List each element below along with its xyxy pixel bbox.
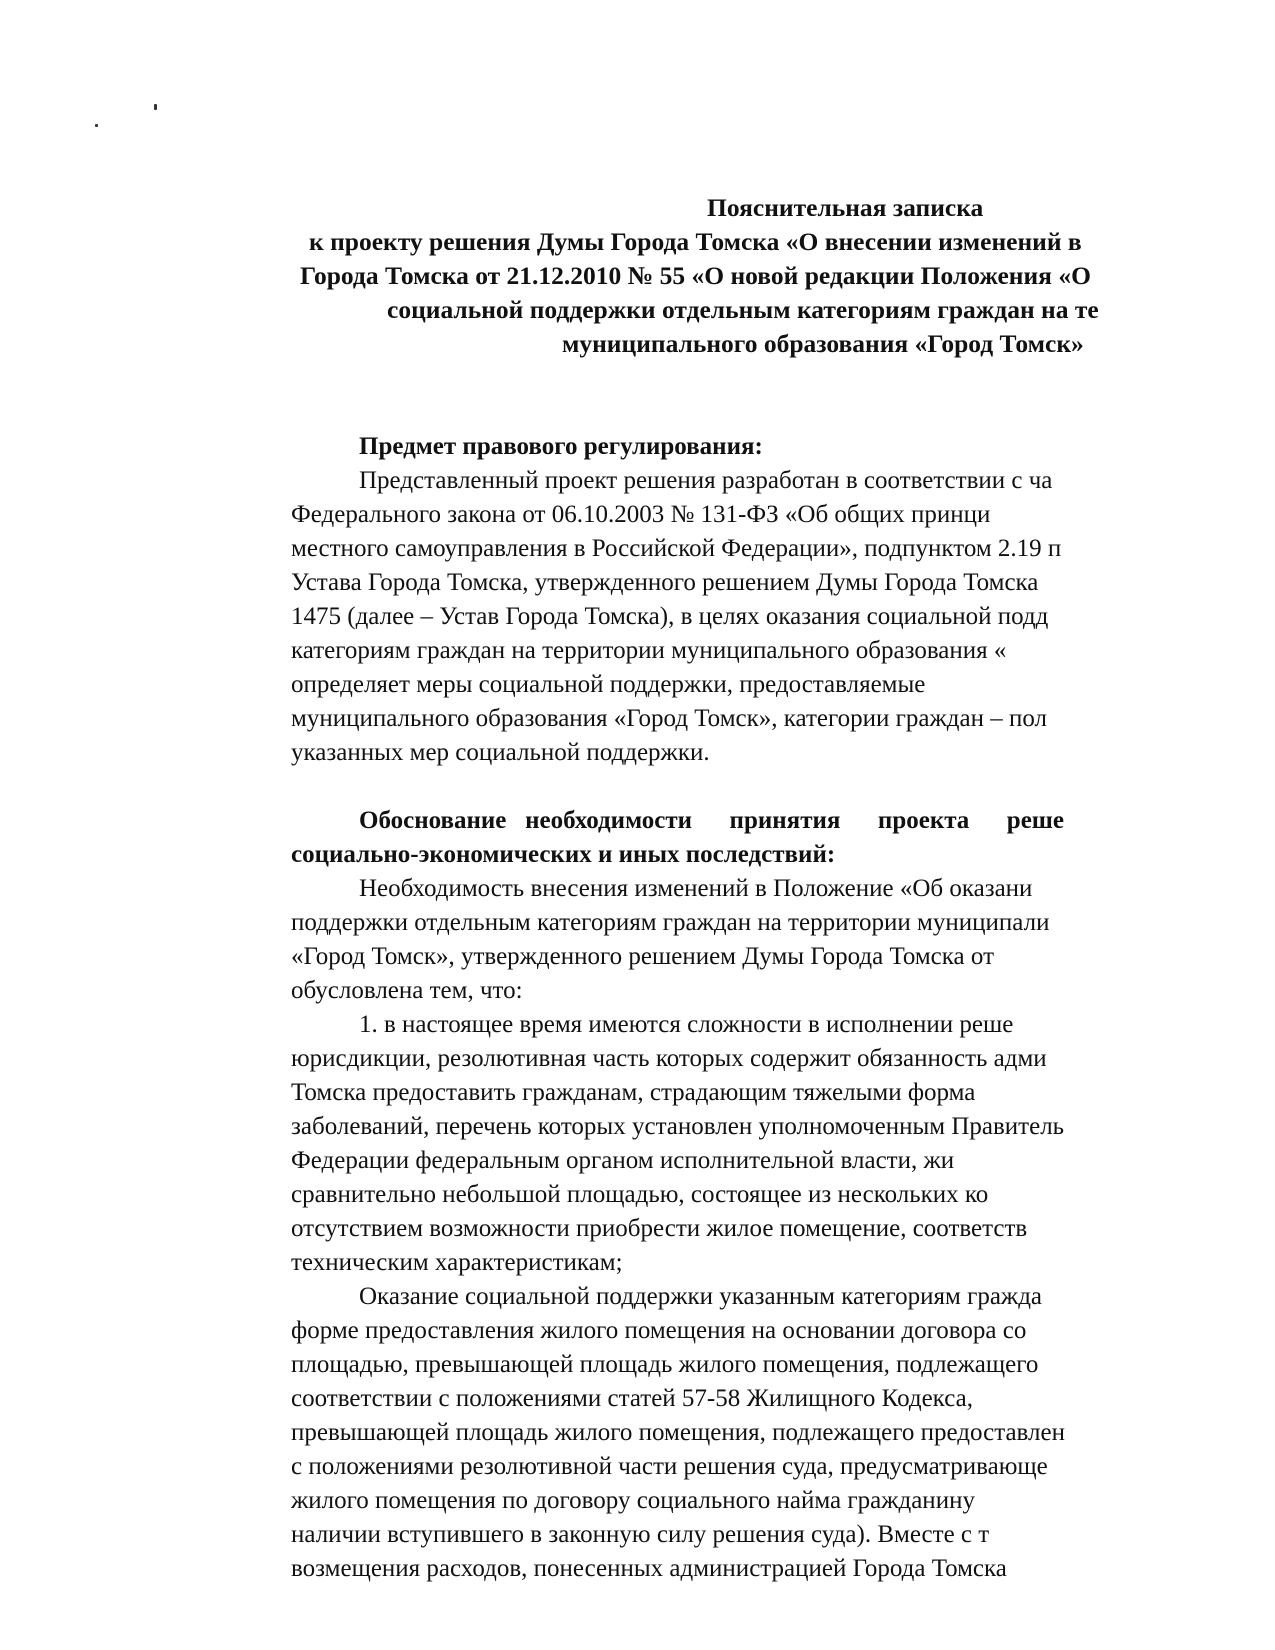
title-line: Пояснительная записка (707, 193, 984, 222)
section-heading: социально-экономических и иных последствий: (291, 841, 836, 868)
paragraph-line: Представленный проект решения разработан в соответствии с ча (359, 467, 1053, 494)
section-heading: Обоснование необходимости принятия проекта реше (359, 807, 1065, 834)
title-line: муниципального образования «Город Томск» (562, 329, 1084, 358)
document-title (300, 191, 1275, 361)
paragraph-line: Томска предоставить гражданам, страдающим тяжелыми форма (291, 1079, 976, 1106)
paragraph-line: 1. в настоящее время имеются сложности в исполнении реше (359, 1011, 1014, 1038)
paragraph-line: Федерации федеральным органом исполнительной власти, жи (291, 1147, 955, 1174)
paragraph-line: указанных мер социальной поддержки. (291, 739, 710, 766)
paragraph-line: возмещения расходов, понесенных администрацией Города Томска (291, 1555, 1007, 1582)
paragraph-line: соответствии с положениями статей 57-58 Жилищного Кодекса, (291, 1385, 973, 1412)
paragraph-line: «Город Томск», утвержденного решением Думы Города Томска от (291, 943, 994, 970)
paragraph-line: Необходимость внесения изменений в Положение «Об оказани (359, 875, 1033, 902)
paragraph-line: 1475 (далее – Устав Города Томска), в целях оказания социальной подд (291, 603, 1049, 630)
paragraph-line: заболеваний, перечень которых установлен уполномоченным Правитель (291, 1113, 1065, 1140)
section-heading: Предмет правового регулирования: (359, 433, 763, 460)
paragraph-line: превышающей площадь жилого помещения, подлежащего предоставлен (291, 1419, 1065, 1446)
paragraph-line: сравнительно небольшой площадью, состоящее из нескольких ко (291, 1181, 989, 1208)
paragraph-line: местного самоуправления в Российской Федерации», подпунктом 2.19 п (291, 535, 1062, 562)
paragraph-line: категориям граждан на территории муниципального образования « (291, 637, 1007, 664)
paragraph-line: техническим характеристикам; (291, 1249, 623, 1276)
paragraph-line: отсутствием возможности приобрести жилое помещение, соответств (291, 1215, 1028, 1242)
scan-speck (95, 124, 98, 127)
paragraph-line: площадью, превышающей площадь жилого помещения, подлежащего (291, 1351, 1039, 1378)
paragraph-line: Оказание социальной поддержки указанным категориям гражда (359, 1283, 1043, 1310)
title-line: к проекту решения Думы Города Томска «О внесении изменений в (309, 227, 1082, 256)
paragraph-line: юрисдикции, резолютивная часть которых содержит обязанность адми (291, 1045, 1047, 1072)
title-line: социальной поддержки отдельным категориям граждан на те (387, 295, 1099, 324)
title-line: Города Томска от 21.12.2010 № 55 «О новой редакции Положения «О (300, 261, 1091, 290)
paragraph-line: обусловлена тем, что: (291, 977, 523, 1004)
blank-line (291, 770, 1275, 804)
paragraph-line: поддержки отдельным категориям граждан на территории муниципали (291, 909, 1050, 936)
document-body (291, 430, 1275, 1586)
paragraph-line: Федерального закона от 06.10.2003 № 131-ФЗ «Об общих принци (291, 501, 991, 528)
paragraph-line: определяет меры социальной поддержки, предоставляемые (291, 671, 926, 698)
paragraph-line: наличии вступившего в законную силу решения суда). Вместе с т (291, 1521, 990, 1548)
paragraph-line: муниципального образования «Город Томск», категории граждан – пол (291, 705, 1047, 732)
paragraph-line: с положениями резолютивной части решения суда, предусматривающе (291, 1453, 1048, 1480)
scan-speck (154, 104, 157, 110)
paragraph-line: форме предоставления жилого помещения на основании договора со (291, 1317, 1027, 1344)
paragraph-line: Устава Города Томска, утвержденного решением Думы Города Томска (291, 569, 1039, 596)
paragraph-line: жилого помещения по договору социального найма гражданину (291, 1487, 975, 1514)
